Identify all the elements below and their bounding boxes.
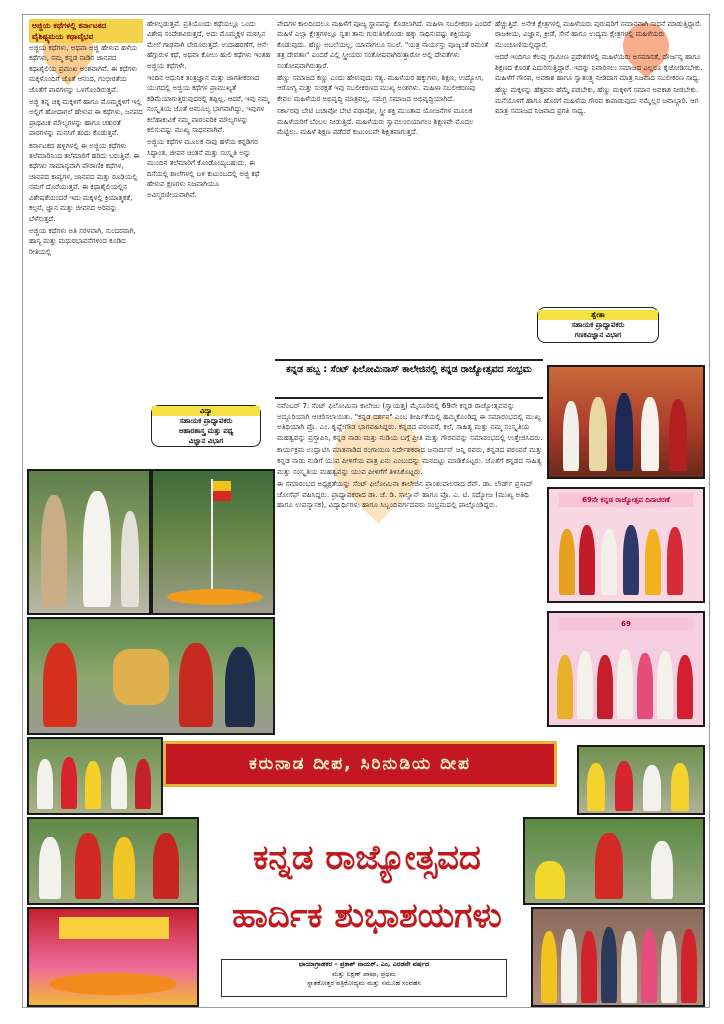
author-role: ಸಹಾಯಕ ಪ್ರಾಧ್ಯಾಪಕರು [571, 321, 625, 329]
article-women-empowerment-col4 [495, 19, 703, 301]
article-grandma-stories-col1 [29, 19, 143, 471]
author-dept-2: ವಿಜ್ಞಾನ ವಿಭಾಗ [188, 437, 224, 445]
photo-drummers-performance [523, 817, 705, 905]
article-paragraph: ಕಾರ್ಯಕ್ರಮ ಉದ್ಘಾಟಿಸಿ ಮಾತನಾಡಿದ ರಂಗಾಯಣ ನಿರ್ದೇಶಕರಾದ ಜನಾರ್ದನ್ ಜನ್ನಿ ರವರು, ಕನ್ನಡದ ಪರಂಪರೆ ಮತ್ತು ಕನ್ನಡ ನಾಡು ನುಡಿಗೆ ಯುವ ಪೀಳಿಗೆಯ ಪಾತ್ರ ಏನು ಎಂಬುದನ್ನು ಮನದಟ್ಟು ಮಾಡಿಕೊಟ್ಟರು. ಜೊತೆಗೆ ಕನ್ನಡದ ಸಾಹಿತ್ಯ ಮತ್ತು ಸಂಸ್ಕೃತಿಯ ಮಹತ್ವವನ್ನು ಯುವ ಪೀಳಿಗೆಗೆ ತಿಳಿಸಿಕೊಟ್ಟರು. [277, 445, 543, 476]
author-dept: ಗಣಕವಿಜ್ಞಾನ ವಿಭಾಗ [574, 331, 622, 339]
stage-banner: 69ನೇ ಕನ್ನಡ ರಾಜ್ಯೋತ್ಸವ ದಿನಾಚರಣೆ [559, 493, 693, 507]
event-headline: ಕನ್ನಡ ಹಬ್ಬ : ಸೆಂಟ್ ಫಿಲೋಮಿನಾಸ್ ಕಾಲೇಜಿನಲ್ಲಿ ಕನ್ನಡ ರಾಜ್ಯೋತ್ಸವದ ಸಂಭ್ರಮ [275, 359, 543, 399]
article-paragraph: ಈ ಸಮಾರಂಭದ ಅಧ್ಯಕ್ಷತೆಯನ್ನು ಸೆಂಟ್ ಫಿಲೋಮಿನಾ ಕಾಲೇಜಿನ ಪ್ರಾಂಶುಪಾಲರಾದ ರೆವ್. ಡಾ. ಲೌರ್ಡ್ ಪ್ರಸಾದ್ ಜೋಸೆಫ್ ವಹಿಸಿದ್ದರು. ಪ್ರಾಧ್ಯಾಪಕರಾದ ಡಾ. ಜೆ. ಡಿ. ಸಾಲ್ವಾನ್ ಹಾಗೂ ಪ್ರೊ. ಎ. ಟಿ. ಸದ್ಯೋಜ (ಮುಖ್ಯ ಅತಿಥಿ ಹಾಗೂ ಉಪನ್ಯಾಸಕ), ವಿದ್ಯಾರ್ಥಿಗಳು ಹಾಗೂ ಸಿಬ್ಬಂದಿವರ್ಗದವರು ಸಂಭ್ರಮದಲ್ಲಿ ಪಾಲ್ಗೊಂಡಿದ್ದರು. [277, 479, 534, 510]
greeting-title-line1: ಕನ್ನಡ ರಾಜ್ಯೋತ್ಸವದ [253, 838, 481, 878]
photo-stage-decoration [27, 907, 199, 1007]
article-paragraph: ಅಜ್ಜಿಯ ಕಥೆಗಳು ಅತಿ ಸರಳವಾಗಿ, ಸುಂದರವಾಗಿ, ಹಾಸ್ಯ ಮತ್ತು ಮಧುರಭಾವನೆಗಳಿಂದ ಕೂಡಿದ ರೀತಿಯಲ್ಲಿ [29, 226, 136, 256]
article-paragraph: ಸರ್ಕಾರವು ಬೇಟಿ ಬಚಾವೋ ಬೇಟಿ ಪಢಾವೋ, ಸ್ತ್ರೀ ಶಕ್ತಿ ಮುಂತಾದ ಯೋಜನೆಗಳ ಮೂಲಕ ಮಹಿಳೆಯರಿಗೆ ಬೆಂಬಲ ನೀಡುತ್ತಿದೆ. ಮಹಿಳೆಯರು ಸ್ವಾವಲಂಬಿಯಾಗಲು ಶಿಕ್ಷಣವೇ ಮೊದಲ ಮೆಟ್ಟಿಲು. ಮಹಿಳೆ ಶಿಕ್ಷಣ ಪಡೆದರೆ ಕುಟುಂಬವೇ ಶಿಕ್ಷಿತವಾಗುತ್ತದೆ. [277, 107, 474, 137]
event-article-body [277, 401, 543, 727]
article-heading: ಅಜ್ಜಿಯ ಕಥೆಗಳಲ್ಲಿ ಕರ್ನಾಟಕದ ವೈಶಿಷ್ಟ್ಯಮಯ ಕಥಾವೈಭವ [29, 19, 143, 43]
photo-credit [221, 959, 507, 997]
article-paragraph: ಇಂದಿನ ಆಧುನಿಕ ತಂತ್ರಜ್ಞಾನ ಮತ್ತು ಜಾಗತೀಕರಣದ ಯುಗದಲ್ಲಿ ಅಜ್ಜಿಯ ಕಥೆಗಳ ಪ್ರಾಮುಖ್ಯತೆ ಕಡಿಮೆಯಾಗುತ್ತಿರುವುದರಲ್ಲಿ ತಪ್ಪಿಲ್ಲ. ಆದರೆ, ಇವು ನಮ್ಮ ಸಂಸ್ಕೃತಿಯ ಜೊತೆ ಅಮೂಲ್ಯ ಭಾಗವಾಗಿದ್ದು, ಇವುಗಳ ಕಲೆಹಾಕುವಿಕೆ ನಮ್ಮ ಪಾರಂಪರಿಕ ಮೌಲ್ಯಗಳನ್ನು ಕಲಿಸುವಷ್ಟು ಮುಖ್ಯ ಸಾಧನವಾಗಿವೆ. [147, 74, 270, 135]
photo-students-group [27, 737, 163, 815]
article-paragraph: ಹೆಣ್ಣು ಸಮಾಜದ ಕಣ್ಣು ಎಂದು ಹೇಳುವುದು ಸತ್ಯ. ಮಹಿಳೆಯರ ಹಕ್ಕುಗಳು, ಶಿಕ್ಷಣ, ಉದ್ಯೋಗ, ಆರೋಗ್ಯ ಮತ್ತು ಸುರಕ್ಷತೆ ಇವು ಸಬಲೀಕರಣದ ಮುಖ್ಯ ಅಂಶಗಳು. ಮಹಿಳಾ ಸಬಲೀಕರಣವು ಕೇವಲ ಮಹಿಳೆಯರ ಅಭಿವೃದ್ಧಿ ಮಾತ್ರವಲ್ಲ, ಸಮಗ್ರ ಸಮಾಜದ ಅಭಿವೃದ್ಧಿಯಾಗಿದೆ. [277, 74, 484, 103]
photo-guests-walking [27, 469, 151, 615]
article-paragraph: ನವೆಂಬರ್ 7: ಸೆಂಟ್ ಫಿಲೋಮಿನಾ ಕಾಲೇಜು (ಸ್ವಾಯತ್ತ) ಮೈಸೂರಿನಲ್ಲಿ 69ನೇ ಕನ್ನಡ ರಾಜ್ಯೋತ್ಸವವನ್ನು ಅದ್ದೂರಿಯಾಗಿ ಆಚರಿಸಲಾಯಿತು. "ಕನ್ನಡ ದರ್ಶನ" ಎಂಬ ಶೀರ್ಷಿಕೆಯಲ್ಲಿ ಹಮ್ಮಿಕೊಂಡಿದ್ದ ಈ ಸಮಾರಂಭದಲ್ಲಿ ಮುಖ್ಯ ಅತಿಥಿಯಾಗಿ ಪ್ರೊ. ಎಂ. ಕೃಷ್ಣೇಗೌಡ ಭಾಗವಹಿಸಿದ್ದರು. ಕನ್ನಡದ ಪರಂಪರೆ, ಕಲೆ, ಸಾಹಿತ್ಯ ಮತ್ತು ನಮ್ಮ ಸಂಸ್ಕೃತಿಯ ಮಹತ್ವವನ್ನು ಪ್ರಸ್ತಾಪಿಸಿ, ಕನ್ನಡ ನಾಡು ಮತ್ತು ನುಡಿಯ ಬಗ್ಗೆ ಪ್ರೀತಿ ಮತ್ತು ಗೌರವವನ್ನು ಸಮಾರಂಭದಲ್ಲಿ ಉತ್ತೇಜಿಸಿದರು. [277, 401, 543, 442]
article-paragraph: ಹೆಚ್ಚುತ್ತಿದೆ. ಅನೇಕ ಕ್ಷೇತ್ರಗಳಲ್ಲಿ ಮಹಿಳೆಯರು ಪುರುಷರಿಗೆ ಸಮಾನವಾಗಿ ಸಾಧನೆ ಮಾಡುತ್ತಿದ್ದಾರೆ. ರಾಜಕೀಯ, ವಿಜ್ಞಾನ, ಕ್ರೀಡೆ, ಸೇನೆ ಹಾಗೂ ಉದ್ಯಮ ಕ್ಷೇತ್ರಗಳಲ್ಲಿ ಮಹಿಳೆಯರು ಮುಂಚೂಣಿಯಲ್ಲಿದ್ದಾರೆ. [495, 20, 702, 49]
author-name: ಶ್ವೇತಾ [538, 310, 658, 320]
article-paragraph: ಅಜ್ಜಿ ತನ್ನ ಚಿಕ್ಕ ಮಕ್ಕಳಿಗೆ ಹಾಗೂ ಮೊಮ್ಮಕ್ಕಳಿಗೆ ಇಲ್ಲಿ ಅಲ್ಲಿಗೆ ಹೋದಾಗಲೆ ಹೇಳುವ ಈ ಕಥೆಗಳು, ಜನಪದ ಪ್ರಾಥಮಿಕ ಮೌಲ್ಯಗಳನ್ನು ಹಾಗೂ ಚತುರತೆ ಪಾಠಗಳನ್ನು ಮನಸಿಗೆ ತಂದು ಕೊಡುತ್ತವೆ. [29, 98, 143, 138]
photo-folk-dance-parade [27, 817, 199, 905]
article-paragraph: ಹೇಳಲ್ಪಡುತ್ತವೆ. ಪ್ರತಿಯೊಂದು ಕಥೆಯಲ್ಲೂ ಒಂದು ವಿಶೇಷ ಸಂದೇಶವಿರುತ್ತದೆ, ಅದು ಮೊಮ್ಮಕ್ಕಳ ಮನಸ್ಸಿನ ಮೇಲೆ ಗಾಢವಾಗಿ ಬೇರೂರುತ್ತದೆ. ಉದಾಹರಣೆಗೆ, ಆನೆ-ಹೆಗ್ಗುರುಳ ಕಥೆ, ಅಥವಾ ಕೋಲು ಹುಲಿ ಕಥೆಗಳು ಇಂತಹ ಅಜ್ಜಿಯ ಕಥೆಗಳೇ. [147, 20, 271, 70]
newsletter-page [22, 14, 710, 1008]
article-paragraph: ಹೆಣ್ಣು ಮಕ್ಕಳನ್ನು ಹೆತ್ತವರು ಹೆಮ್ಮೆ ಪಡಬೇಕು, ಹೆಣ್ಣು ಮಕ್ಕಳಿಗೆ ಸಮಾನ ಅವಕಾಶ ನೀಡಬೇಕು. ಮನೆಯೊಳಗೆ ಹಾಗೂ ಹೊರಗೆ ಮಹಿಳೆಯ ಗೌರವ ಕಾಪಾಡುವುದು ನಮ್ಮೆಲ್ಲರ ಜವಾಬ್ದಾರಿ. ಆಗ ಮಾತ್ರ ಸಮಾಜದ ನಿಜವಾದ ಪ್ರಗತಿ ಸಾಧ್ಯ. [495, 86, 699, 116]
karunada-banner: ಕರುನಾಡ ದೀಪ, ಸಿರಿನುಡಿಯ ದೀಪ [163, 741, 557, 787]
photo-credit-line3: ಸ್ನಾತಕೋತ್ತರ ಪತ್ರಿಕೋದ್ಯಮ ಮತ್ತು ಸಮೂಹ ಸಂವಹನ [306, 979, 422, 987]
greeting-title-line2: ಹಾರ್ದಿಕ ಶುಭಾಶಯಗಳು [232, 896, 502, 936]
author-caption-shweta [537, 307, 659, 343]
author-name: ವಿದ್ಯಾ [152, 406, 260, 416]
article-paragraph: ಅಜ್ಜಿಯ ಕಥೆಗಳ ಮೂಲಕ ನಾವು ಹಳೆಯ ಕನ್ನಡಿಗರ ಸಿದ್ಧಾಂತ, ಜೀವನ ಚಿಂತನೆ ಮತ್ತು ಸಂಸ್ಕೃತಿ ಅನ್ನು ಮುಂದಿನ ತಲೆಮಾರಿಗೆ ಕೊಂಡೊಯ್ಯಬಹುದು. ಈ ದಿಸೆಯಲ್ಲಿ ಶಾಲೆಗಳಲ್ಲಿ ಬಳಿ ಕುಟುಂಬದಲ್ಲಿ ಅಜ್ಜಿ ಕಥೆ ಹೇಳುವ ಕ್ಷಣಗಳು ನಿಜವಾಗಿಯೂ ಅವಿಸ್ಮರಣೀಯವಾಗಿವೆ. [147, 138, 260, 199]
article-women-empowerment-col3 [277, 19, 491, 355]
photo-flag-hoisting [151, 469, 275, 615]
author-caption-vidya [151, 405, 261, 447]
photo-folk-dancers-procession [27, 617, 275, 735]
photo-credit-line2: ಮತ್ತು ಲಕ್ಷಣ್ ಪಾಷಾ, ಪ್ರಥಮ [332, 969, 396, 978]
article-paragraph: ಆದರೆ ಇಂದಿಗೂ ಕೆಲವು ಗ್ರಾಮೀಣ ಪ್ರದೇಶಗಳಲ್ಲಿ ಮಹಿಳೆಯರು ಅಸಮಾನತೆ, ದೌರ್ಜನ್ಯ ಹಾಗೂ ಶಿಕ್ಷಣದ ಕೊರತೆ ಎದುರಿಸುತ್ತಿದ್ದಾರೆ. ಇದನ್ನು ನಿವಾರಿಸಲು ಸಮಾಜದ ಎಲ್ಲರೂ ಕೈಜೋಡಿಸಬೇಕು. ಮಹಿಳೆಗೆ ಗೌರವ, ಅವಕಾಶ ಹಾಗೂ ಸ್ವಾತಂತ್ರ್ಯ ನೀಡಿದಾಗ ಮಾತ್ರ ನಿಜವಾದ ಸಬಲೀಕರಣ ಸಾಧ್ಯ. [495, 53, 703, 83]
photo-stage-group-3 [531, 907, 705, 1007]
article-paragraph: ವೇದಗಳ ಕಾಲದಿಂದಲೂ ಮಹಿಳೆಗೆ ಪೂಜ್ಯ ಸ್ಥಾನವನ್ನು ಕೊಡಲಾಗಿದೆ. ಮಹಿಳಾ ಸಬಲೀಕರಣ ಎಂದರೆ ಮಹಿಳೆ ಎಲ್ಲಾ ಕ್ಷೇತ್ರಗಳಲ್ಲೂ ಸ್ವತಃ ತಾನು ಗುರುತಿಸಿಕೊಂಡು ಹಕ್ಕು ಸಾಧಿಸುವಷ್ಟು ಶಕ್ತಿಯನ್ನು ಕೊಡುವುದು. ಹೆಣ್ಣು ಅಬಲೆಯಲ್ಲ, ಯಾವಾಗಲೂ ಸಬಲೆ. "ಯತ್ರ ನಾರ್ಯಸ್ತು ಪೂಜ್ಯಂತೆ ರಮಂತೆ ತತ್ರ ದೇವತಾಃ" ಎಂದರೆ ಎಲ್ಲಿ ಸ್ತ್ರೀಯರು ಸಂತೋಷವಾಗಿರುತ್ತಾರೋ ಅಲ್ಲಿ ದೇವತೆಗಳು ಸಂತೋಷವಾಗಿರುತ್ತಾರೆ. [277, 20, 491, 70]
photo-stage-group-1 [547, 487, 705, 603]
article-paragraph: ಅಜ್ಜಿಯ ಕಥೆಗಳು, ಅಥವಾ ಅಜ್ಜಿ ಹೇಳುವ ಹಳೆಯ ಕಥೆಗಳು, ನಮ್ಮ ಕನ್ನಡ ನಾಡಿನ ಜಾನಪದ ಕಥಾಶೈಲಿಯ ಪ್ರಮುಖ ಅಂಶವಾಗಿವೆ. ಈ ಕಥೆಗಳು ಮಕ್ಕಳೊಂದಿಗೆ ಜೊತೆ ಆನಂದ, ಗಂಭೀರತೆಯ ಜೊತೆಗೆ ಪಾಠಗಳನ್ನು ಒಳಗೊಂಡಿರುತ್ತವೆ. [29, 44, 138, 94]
photo-lamp-lighting [547, 365, 705, 479]
article-grandma-stories-col2 [147, 19, 271, 403]
author-role: ಸಹಾಯಕ ಪ್ರಾಧ್ಯಾಪಕರು [179, 417, 233, 425]
stage-banner-2: 69 [559, 617, 693, 631]
photo-stage-group-2 [547, 611, 705, 727]
photo-dancers-right-top [577, 745, 705, 815]
author-dept: ಆಹಾರಶಾಸ್ತ್ರ ಮತ್ತು ಪಥ್ಯ [178, 427, 234, 435]
article-paragraph: ಕರ್ನಾಟಕದ ಹಳ್ಳಿಗಳಲ್ಲಿ ಈ ಅಜ್ಜಿಯ ಕಥೆಗಳು ತಲೆಮಾರಿನಿಂದ ತಲೆಮಾರಿಗೆ ಹರಿದು ಬರುತ್ತಿವೆ. ಈ ಕಥೆಗಳು ಸಾಮಾನ್ಯವಾಗಿ ಪೌರಾಣಿಕ ಕಥೆಗಳ, ಜಾನಪದ ಕಾವ್ಯಗಳ, ಜಾನಪದ ಮತ್ತು ರೂಢಿಯಲ್ಲಿ ನಮಗೆ ದೊರೆಯುತ್ತವೆ. ಈ ಕಥಾಶೈಲಿಯಲ್ಲಿನ ವಿಶೇಷತೆಯಂದರೆ ಇದು ಮಕ್ಕಳಲ್ಲಿ ಕ್ರಿಯಾತ್ಮಕತೆ, ಕಲ್ಪನೆ, ಜ್ಞಾನ ಮತ್ತು ಜೀವನದ ಅರಿವನ್ನು ಬೆಳೆಸುತ್ತದೆ. [29, 141, 140, 223]
photo-credit-line1: ಛಾಯಾಗ್ರಾಹಕರ – ಪ್ರಕಾಶ್ ನಾಯಕ್. ಎಂ, ಎರಡನೇ ವರ್ಷದ [298, 960, 430, 968]
